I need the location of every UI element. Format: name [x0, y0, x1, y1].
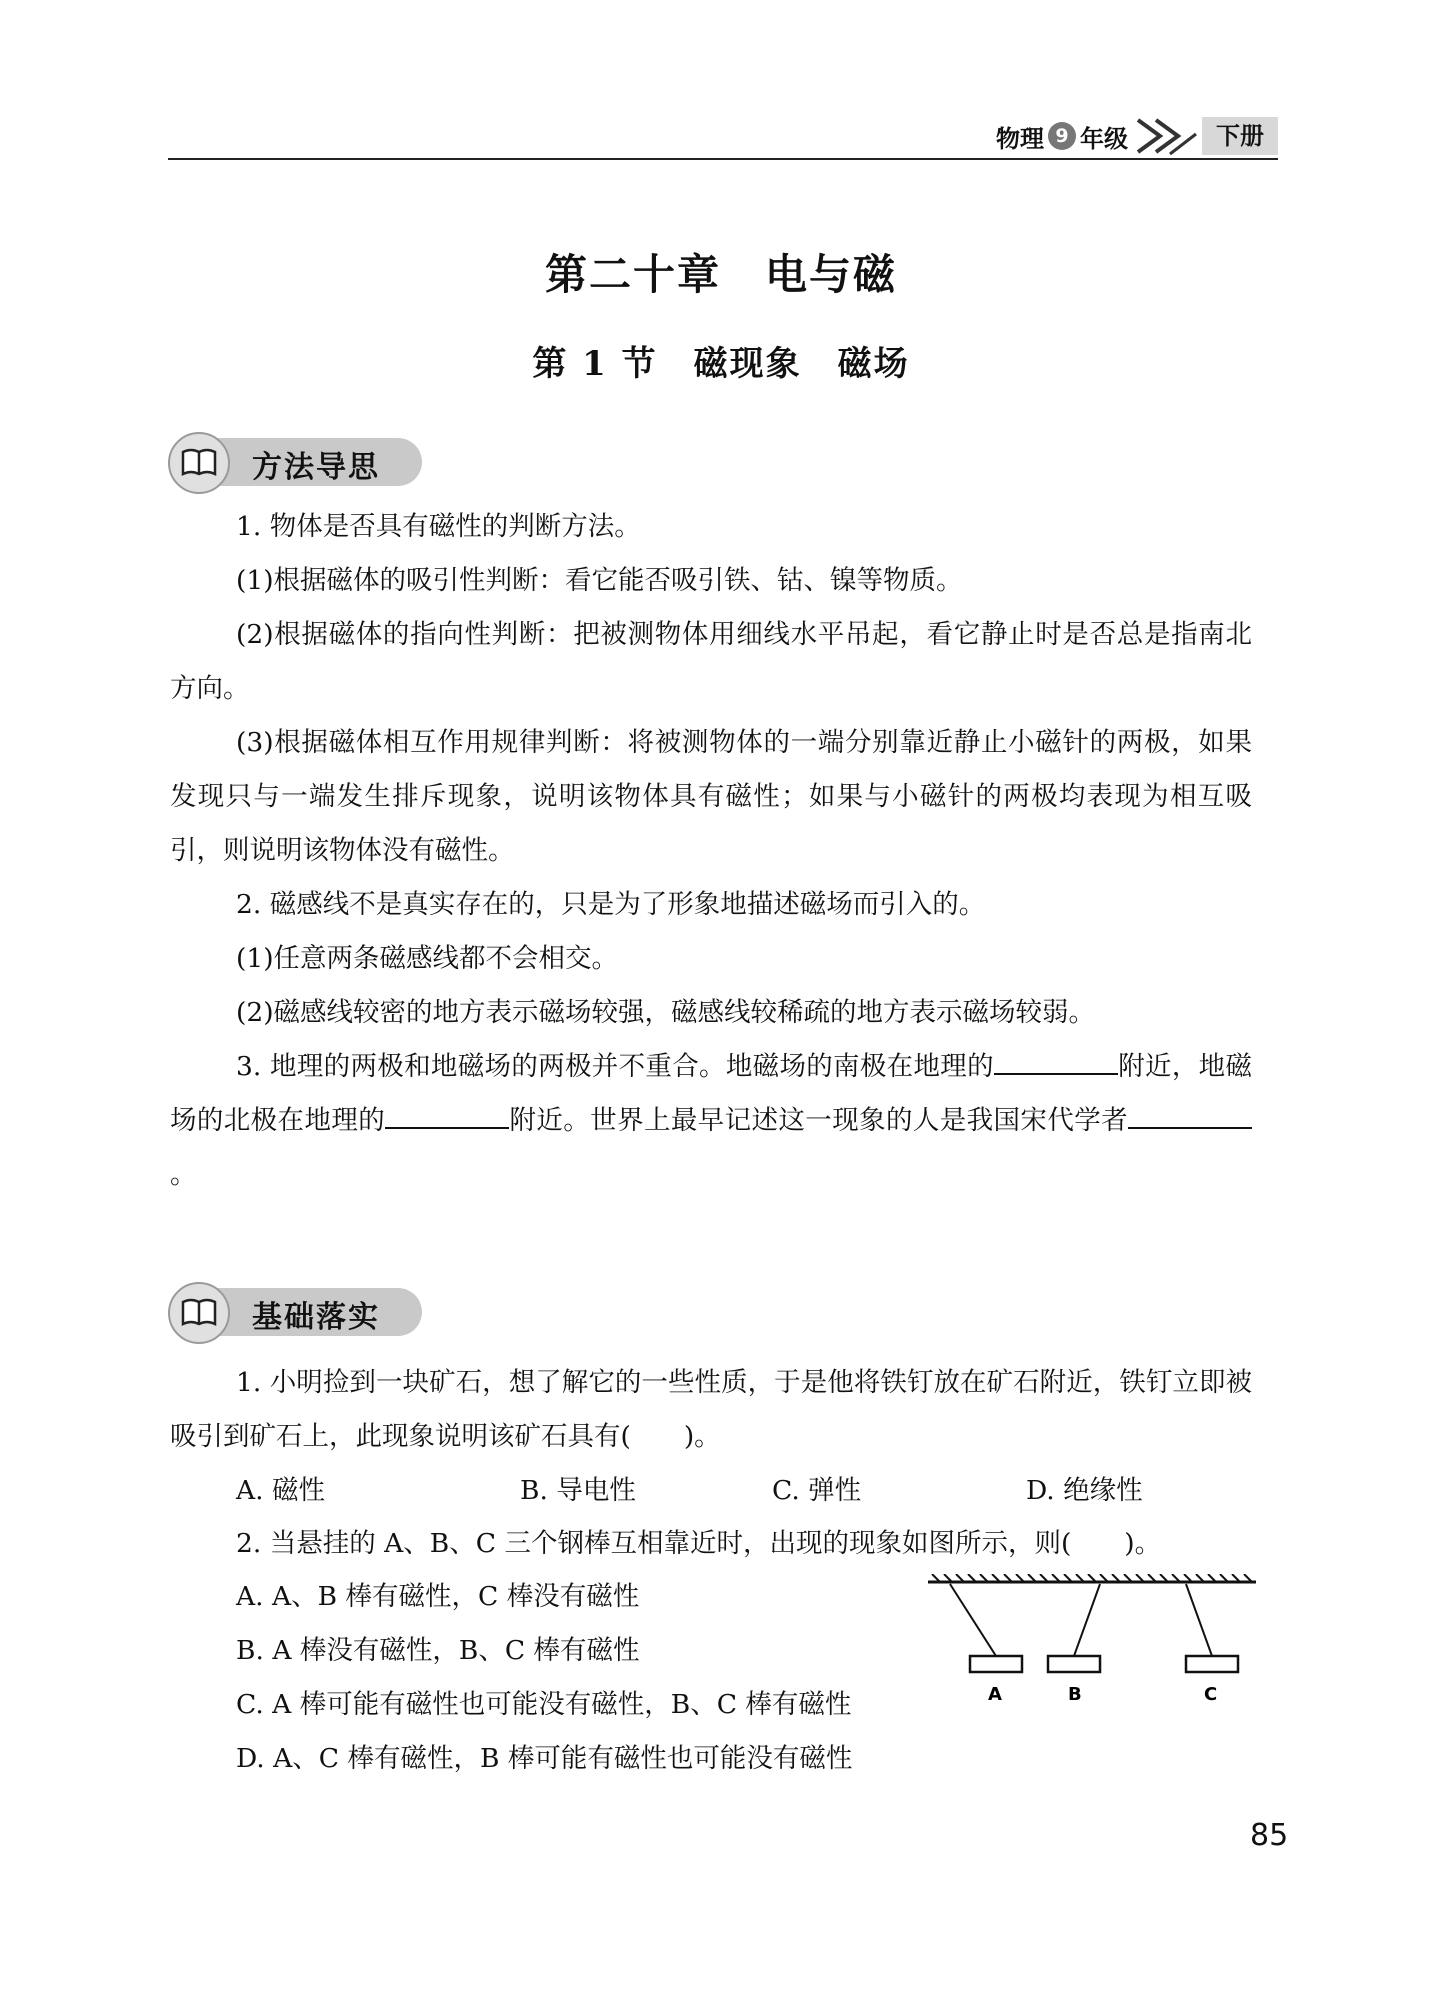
book-icon — [180, 446, 218, 480]
question-2-text: 2. 当悬挂的 A、B、C 三个钢棒互相靠近时，出现的现象如图所示，则( )。 — [236, 1528, 1162, 1559]
fill-text: 3. 地理的两极和地磁场的两极并不重合。地磁场的南极在地理的 — [236, 1051, 994, 1082]
section-title: 第 1 节 磁现象 磁场 — [532, 344, 910, 384]
basic-heading-text: 基础落实 — [252, 1300, 380, 1335]
running-header — [168, 96, 1278, 160]
label-c: C — [1204, 1684, 1218, 1705]
question-2-options — [236, 1570, 936, 1786]
method-section-body — [170, 500, 1252, 1202]
header-volume: 下册 — [1202, 117, 1278, 155]
method-heading-text: 方法导思 — [252, 450, 380, 485]
method-paragraph: (2)磁感线较密的地方表示磁场较强，磁感线较稀疏的地方表示磁场较弱。 — [236, 997, 1096, 1028]
answer-blank[interactable] — [994, 1047, 1118, 1075]
option-d[interactable]: D. 绝缘性 — [1026, 1475, 1143, 1506]
book-icon-badge — [168, 1282, 230, 1344]
book-icon-badge — [168, 432, 230, 494]
label-a: A — [988, 1684, 1002, 1705]
method-paragraph: 1. 物体是否具有磁性的判断方法。 — [236, 511, 641, 542]
question-1-options — [236, 1464, 1236, 1518]
string-a — [950, 1584, 996, 1656]
bar-c — [1186, 1656, 1238, 1672]
option-c[interactable]: C. 弹性 — [772, 1475, 862, 1506]
method-section-heading — [168, 432, 428, 492]
answer-blank[interactable] — [385, 1101, 509, 1129]
method-paragraph: (3)根据磁体相互作用规律判断：将被测物体的一端分别靠近静止小磁针的两极，如果发现只与一端发生排斥现象，说明该物体具有磁性；如果与小磁针的两极均表现为相互吸引，则说明该物体没有磁性。 — [170, 727, 1252, 866]
chapter-title: 第二十章 电与磁 — [544, 250, 897, 299]
option-a[interactable]: A. A、B 棒有磁性，C 棒没有磁性 — [236, 1581, 640, 1612]
hanging-bars-figure — [928, 1574, 1256, 1714]
option-b[interactable]: B. A 棒没有磁性，B、C 棒有磁性 — [236, 1635, 640, 1666]
label-b: B — [1068, 1684, 1082, 1705]
question-1-text: 1. 小明捡到一块矿石，想了解它的一些性质，于是他将铁钉放在矿石附近，铁钉立即被吸引到矿石上，此现象说明该矿石具有( )。 — [170, 1367, 1252, 1452]
fill-in-paragraph — [170, 1040, 1252, 1202]
bar-b — [1048, 1656, 1100, 1672]
page-number: 85 — [1250, 1818, 1289, 1853]
method-paragraph: (1)根据磁体的吸引性判断：看它能否吸引铁、钴、镍等物质。 — [236, 565, 963, 596]
double-chevron-icon — [1130, 116, 1200, 156]
option-d[interactable]: D. A、C 棒有磁性，B 棒可能有磁性也可能没有磁性 — [236, 1743, 853, 1774]
option-c[interactable]: C. A 棒可能有磁性也可能没有磁性，B、C 棒有磁性 — [236, 1689, 852, 1720]
grade-number-badge: 9 — [1048, 122, 1076, 150]
book-icon — [180, 1296, 218, 1330]
fill-text: 附近，地磁场的北极在地理的 — [170, 1051, 1252, 1136]
header-label — [996, 116, 1278, 156]
fill-text: 。 — [170, 1159, 197, 1190]
header-subject: 物理 — [996, 124, 1044, 153]
string-c — [1186, 1584, 1212, 1656]
bar-a — [970, 1656, 1022, 1672]
option-a[interactable]: A. 磁性 — [236, 1475, 325, 1506]
answer-blank[interactable] — [1128, 1101, 1252, 1129]
header-grade-suffix: 年级 — [1080, 124, 1128, 153]
method-paragraph: (2)根据磁体的指向性判断：把被测物体用细线水平吊起，看它静止时是否总是指南北方向。 — [170, 619, 1252, 704]
question-1 — [170, 1356, 1252, 1464]
method-paragraph: 2. 磁感线不是真实存在的，只是为了形象地描述磁场而引入的。 — [236, 889, 986, 920]
question-2 — [170, 1517, 1252, 1571]
option-b[interactable]: B. 导电性 — [520, 1475, 636, 1506]
header-rule — [168, 158, 1278, 160]
method-paragraph: (1)任意两条磁感线都不会相交。 — [236, 943, 619, 974]
fill-text: 附近。世界上最早记述这一现象的人是我国宋代学者 — [509, 1105, 1128, 1136]
string-b — [1074, 1584, 1100, 1656]
basic-section-heading — [168, 1282, 428, 1342]
